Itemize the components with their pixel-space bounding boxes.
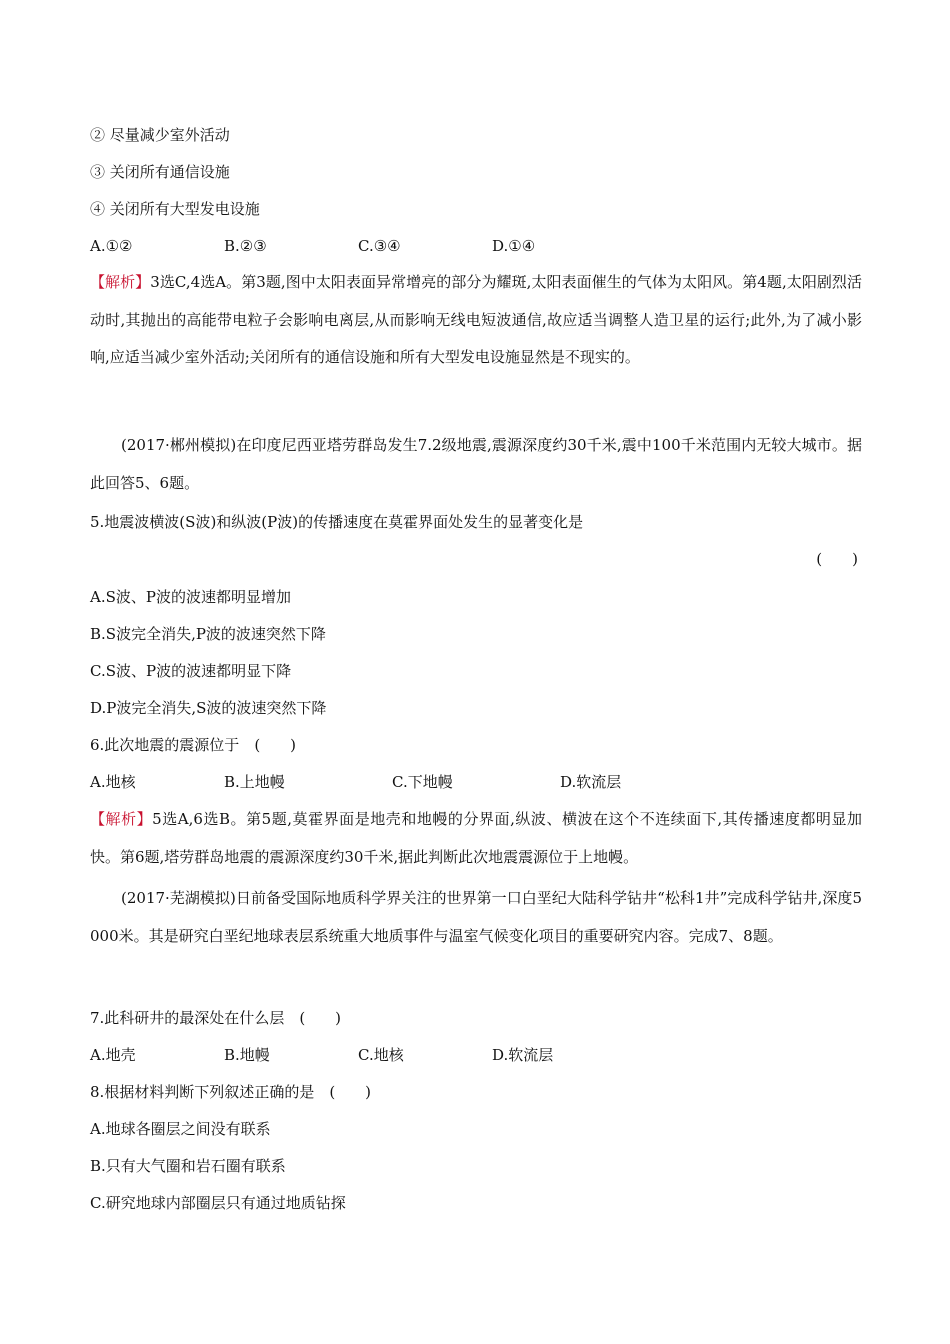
q5-answer-blank: ( ) <box>816 550 858 568</box>
q8-option-b: B.只有大气圈和岩石圈有联系 <box>90 1157 286 1175</box>
analysis-text: 5选A,6选B。第5题,莫霍界面是地壳和地幔的分界面,纵波、横波在这个不连续面下,其传播速度都明显加快。第6题,塔劳群岛地震的震源深度约30千米,据此判断此次地震震源位于上地幔。 <box>90 810 862 866</box>
q4-statement-4: ④ 关闭所有大型发电设施 <box>90 200 260 218</box>
q6-choice-d: D.软流层 <box>560 773 622 791</box>
q4-choice-a: A.①② <box>90 237 133 255</box>
q5-option-b: B.S波完全消失,P波的波速突然下降 <box>90 625 326 643</box>
q7-stem: 7.此科研井的最深处在什么层 ( ) <box>90 1009 342 1027</box>
q6-choice-b: B.上地幔 <box>224 773 285 791</box>
q4-choices <box>90 235 870 257</box>
analysis-tag: 【解析】 <box>90 273 151 291</box>
material-5-6 <box>90 427 862 502</box>
q8-stem: 8.根据材料判断下列叙述正确的是 ( ) <box>90 1083 372 1101</box>
material-text: (2017·郴州模拟)在印度尼西亚塔劳群岛发生7.2级地震,震源深度约30千米,震中100千米范围内无较大城市。据此回答5、6题。 <box>90 436 862 492</box>
material-text: (2017·芜湖模拟)日前备受国际地质科学界关注的世界第一口白垩纪大陆科学钻井“松科1井”完成科学钻井,深度5 000米。其是研究白垩纪地球表层系统重大地质事件与温室气候变化项目的重要研究内容。完成7、8题。 <box>90 889 862 945</box>
analysis-text: 3选C,4选A。第3题,图中太阳表面异常增亮的部分为耀斑,太阳表面催生的气体为太阳风。第4题,太阳剧烈活动时,其抛出的高能带电粒子会影响电离层,从而影响无线电短波通信,故应适当调整人造卫星的运行;此外,为了减小影响,应适当减少室外活动;关闭所有的通信设施和所有大型发电设施显然是不现实的。 <box>90 273 862 366</box>
q7-choice-d: D.软流层 <box>492 1046 554 1064</box>
q4-statement-3: ③ 关闭所有通信设施 <box>90 163 230 181</box>
q4-choice-d: D.①④ <box>492 237 536 255</box>
analysis-3-4 <box>90 264 862 377</box>
q6-choices <box>90 771 870 793</box>
q8-option-c: C.研究地球内部圈层只有通过地质钻探 <box>90 1194 346 1212</box>
q7-choices <box>90 1044 870 1066</box>
q7-choice-a: A.地壳 <box>90 1046 136 1064</box>
q7-choice-b: B.地幔 <box>224 1046 270 1064</box>
q5-option-c: C.S波、P波的波速都明显下降 <box>90 662 292 680</box>
q4-choice-c: C.③④ <box>358 237 401 255</box>
q4-choice-b: B.②③ <box>224 237 267 255</box>
analysis-5-6 <box>90 801 862 876</box>
q5-stem: 5.地震波横波(S波)和纵波(P波)的传播速度在莫霍界面处发生的显著变化是 <box>90 513 584 531</box>
analysis-tag: 【解析】 <box>90 810 153 828</box>
q6-stem: 6.此次地震的震源位于 ( ) <box>90 736 297 754</box>
q6-choice-a: A.地核 <box>90 773 136 791</box>
q6-choice-c: C.下地幔 <box>392 773 453 791</box>
q8-option-a: A.地球各圈层之间没有联系 <box>90 1120 271 1138</box>
q4-statement-2: ② 尽量减少室外活动 <box>90 126 230 144</box>
q5-option-a: A.S波、P波的波速都明显增加 <box>90 588 291 606</box>
material-7-8 <box>90 880 862 955</box>
q5-option-d: D.P波完全消失,S波的波速突然下降 <box>90 699 327 717</box>
q7-choice-c: C.地核 <box>358 1046 404 1064</box>
